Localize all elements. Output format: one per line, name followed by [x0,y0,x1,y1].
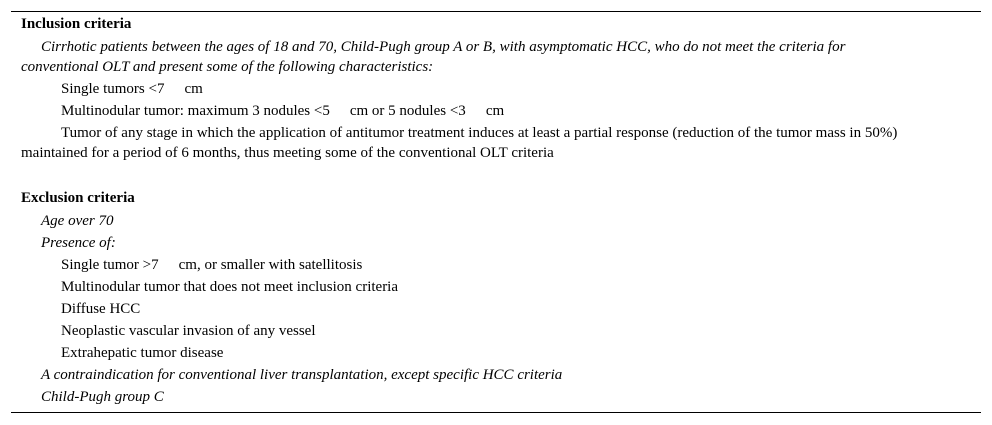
exclusion-item-multinodular: Multinodular tumor that does not meet inclusion criteria [61,279,399,295]
exclusion-item-single-tumor-a: Single tumor >7 [61,257,159,273]
inclusion-item-any-stage-line2: maintained for a period of 6 months, thus meeting some of the conventional OLT criteria [21,145,554,161]
exclusion-item-extrahepatic: Extrahepatic tumor disease [61,345,224,361]
inclusion-item-single-tumor [61,79,203,99]
inclusion-intro-line2: conventional OLT and present some of the following characteristics: [21,59,434,75]
exclusion-heading: Exclusion criteria [21,190,135,206]
inclusion-item-multinodular-c: cm [485,103,505,119]
exclusion-item-vascular-invasion: Neoplastic vascular invasion of any vessel [61,323,316,339]
inclusion-item-single-tumor-a: Single tumors <7 [61,81,165,97]
inclusion-item-any-stage-line1: Tumor of any stage in which the application of antitumor treatment induces at least a partial response (reduction of the tumor mass in 50%) [61,125,898,141]
exclusion-item-single-tumor [61,255,362,275]
inclusion-item-multinodular-b: cm or 5 nodules <3 [349,103,466,119]
inclusion-item-multinodular-a: Multinodular tumor: maximum 3 nodules <5 [61,103,330,119]
exclusion-age: Age over 70 [41,213,114,229]
exclusion-presence-of: Presence of: [41,235,116,251]
inclusion-heading: Inclusion criteria [21,16,132,32]
exclusion-item-single-tumor-b: cm, or smaller with satellitosis [178,257,363,273]
inclusion-intro-line1: Cirrhotic patients between the ages of 18 and 70, Child-Pugh group A or B, with asymptomatic HCC, who do not meet the criteria for [41,39,846,55]
inclusion-item-single-tumor-b: cm [184,81,203,97]
exclusion-item-diffuse-hcc: Diffuse HCC [61,301,141,317]
inclusion-item-multinodular [61,101,504,121]
exclusion-child-pugh: Child-Pugh group C [41,389,164,405]
exclusion-contraindication: A contraindication for conventional liver transplantation, except specific HCC criteria [41,367,563,383]
